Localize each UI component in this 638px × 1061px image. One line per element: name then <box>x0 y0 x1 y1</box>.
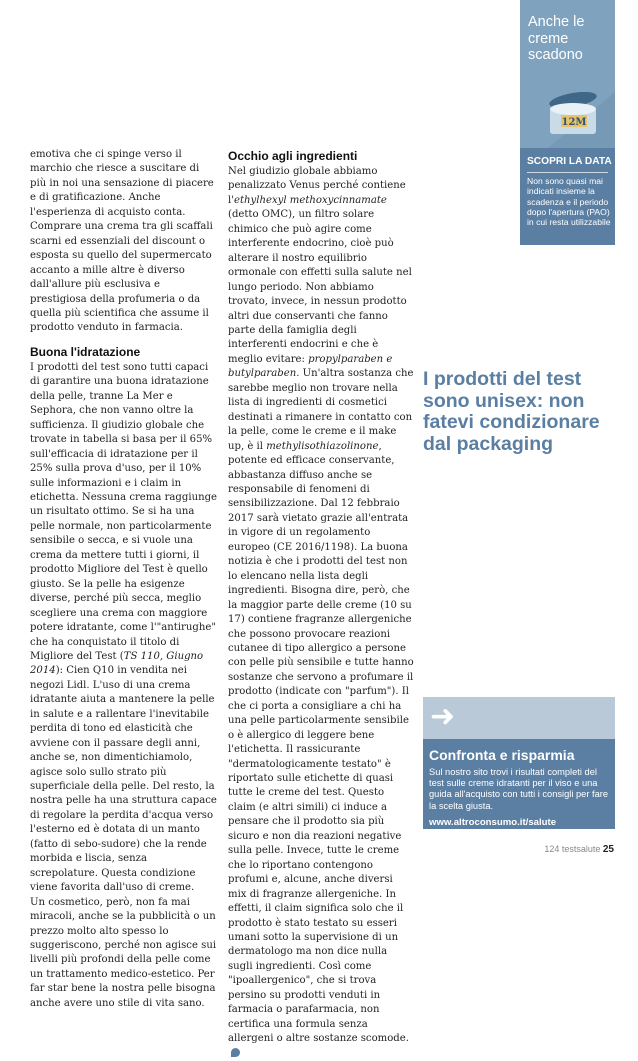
sidebar-info-text: Non sono quasi mai indicati insieme la scadenza e il periodo dopo l'apertura (PAO) in cui resta utilizzabile <box>527 176 611 228</box>
pull-quote: I prodotti del test sono unisex: non fatevi condizionare dal packaging <box>423 368 600 455</box>
divider <box>527 172 608 173</box>
section-heading: Occhio agli ingredienti <box>228 149 358 163</box>
arrow-right-icon: ➜ <box>430 699 456 734</box>
paragraph: Un cosmetico, però, non fa mai miracoli, anche se la pubblicità o un prezzo molto alto spesso lo suggeriscono, perché non agisce sui livelli più profondi della pelle come un trattamento medico-estetico. Per far star bene la nostra pelle bisogna anche avere uno stile di vita sano. <box>30 896 217 1009</box>
end-of-article-icon <box>231 1048 240 1057</box>
promo-title: Confronta e risparmia <box>429 747 575 763</box>
promo-box <box>423 739 615 829</box>
cream-jar-icon <box>528 72 615 148</box>
article-column-2 <box>228 148 414 1061</box>
chemical-name: ethylhexyl methoxycinnamate <box>234 194 387 206</box>
page-footer <box>544 844 614 855</box>
chemical-name: methylisothiazolinone <box>266 440 379 452</box>
issue-label: 124 testsalute <box>544 844 601 854</box>
reference: TS 110, Giugno 2014 <box>30 650 204 677</box>
sidebar-info-title: SCOPRI LA DATA <box>527 156 612 167</box>
paragraph: emotiva che ci spinge verso il marchio che riesce a suscitare di più in noi una sensazione di piacere e di gratificazione. Anche l'esperienza di acquisto conta. Comprare una crema tra gli scaffali scarni ed essenziali del discount o esposta su quello del supermercato accanto a mille altre è diverso dall'allure più esclusiva e prestigiosa della profumeria o da quella più scientifica che assume il prodotto venduto in farmacia. <box>30 149 214 334</box>
paragraph: I prodotti del test sono tutti capaci di garantire una buona idratazione della pelle, tranne La Mer e Sephora, che non vanno oltre la sufficienza. Il giudizio globale che trovate in tabella si basa per il 65% sull'efficacia di idratazione per il 25% sulla prova d'uso, per il 10% sulle informazioni e i claim in etichetta. Nessuna crema raggiunge un risultato ottimo. Se si ha una pelle normale, non particolarmente sensibile o secca, e si vuole una crema da mettere tutti i giorni, il prodotto Migliore del Test è quello giusto. Se la pelle ha esigenze diverse, perché più secca, meglio scegliere una crema con maggiore potere idratante, come l'"antirughe" che ha conquistato il titolo di Migliore del Test (TS 110, Giugno 2014): Cien Q10 in vendita nei negozi Lidl. L'uso di una crema idratante aiuta a mantenere la pelle in salute e a rallentare l'inevitabile perdita di tono ed elasticità che avviene con il passare degli anni, anche se, non dimentichiamolo, agisce solo sullo strato più superficiale della pelle. Del resto, la nostra pelle ha una struttura capace di regolare la perdita d'acqua verso l'esterno ed è dotata di un manto (fatto di sebo-sudore) che la rende morbida e liscia, senza screpolature. Questa condizione viene favorita dall'uso di creme. <box>30 361 218 894</box>
page-number: 25 <box>602 844 614 855</box>
promo-link[interactable]: www.altroconsumo.it/salute <box>429 816 557 828</box>
section-heading: Buona l'idratazione <box>30 344 141 359</box>
promo-text: Sul nostro sito trovi i risultati completi del test sulle creme idratanti per il viso e una guida all'acquisto con tutti i consigli per fare la scelta giusta. <box>429 767 609 811</box>
sidebar-title: Anche le creme scadono <box>528 14 585 63</box>
article-column-1 <box>30 148 217 1011</box>
sidebar-info-box <box>520 148 615 245</box>
jar-label: 12M <box>561 117 587 128</box>
chemical-name: propylparaben e butylparaben <box>228 353 393 380</box>
paragraph: Nel giudizio globale abbiamo penalizzato Venus perché contiene l'ethylhexyl methoxycinnamate (detto OMC), un filtro solare chimico che può agire come interferente endocrino, cioè può alterare il nostro equilibrio ormonale con effetti sulla salute nel lungo periodo. Non abbiamo trovato, invece, in nessun prodotto altri due conservanti che fanno parte della famiglia degli interferenti endocrini e che è meglio evitare: propylparaben e butylparaben. Un'altra sostanza che sarebbe meglio non trovare nella lista di ingredienti di cosmetici destinati a rimanere in contatto con la pelle, come le creme e il make up, è il methylisothiazolinone, potente ed efficace conservante, abbastanza diffuso anche se responsabile di fenomeni di sensibilizzazione. Dal 12 febbraio 2017 sarà vietato grazie all'entrata in vigore di un regolamento europeo (CE 2016/1198). La buona notizia è che i prodotti del test non lo elencano nella lista degli ingredienti. Bisogna dire, però, che la maggior parte delle creme (10 su 17) contiene fragranze allergeniche che possono provocare reazioni cutanee di tipo allergico a persone con pelle più sensibile e tutte hanno sostanze che servono a profumare il prodotto (indicate con "parfum"). Il che ci porta a consigliare a chi ha una pelle particolarmente sensibile o è allergico di leggere bene l'etichetta. Il rassicurante "dermatologicamente testato" è riportato sulle etichette di quasi tutte le creme del test. Questo claim (e altri simili) ci induce a pensare che il prodotto sia più sicuro e non dia reazioni negative sulla pelle. Invece, tutte le creme che lo riportano contengono profumi e, alcune, anche diversi mix di fragranze allergeniche. In effetti, il claim significa solo che il prodotto è stato testato su esseri umani sotto la supervisione di un dermatologo ma non dice nulla sugli ingredienti. Così come "ipoallergenico", che si trova persino su prodotti venduti in farmacia o parafarmacia, non certifica una formula senza allergeni o altre sostanze scomode. <box>228 165 414 1061</box>
